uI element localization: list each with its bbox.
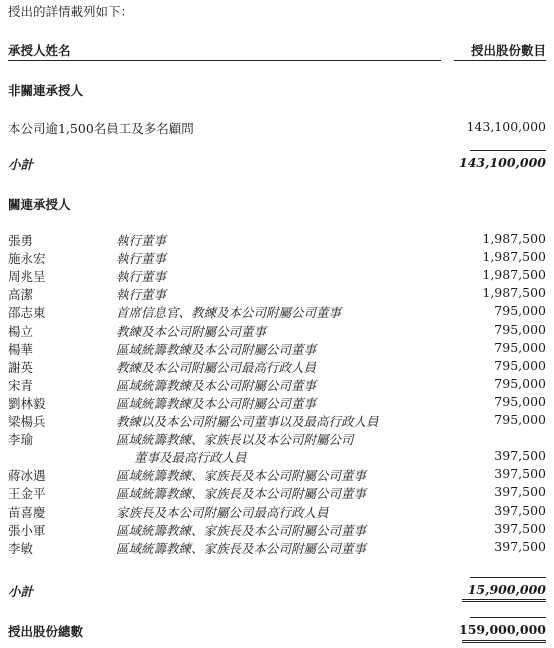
grantee-shares: 795,000 [494,303,546,319]
subtotal-double-rule [462,599,546,602]
grantee-name: 劉林毅 [8,395,46,411]
grantee-shares: 397,500 [494,538,546,554]
grantee-shares: 795,000 [494,321,546,337]
non-connected-heading: 非關連承授人 [8,83,84,98]
grantee-role: 教練以及本公司附屬公司董事以及最高行政人員 [116,414,379,429]
grantee-name: 李敏 [8,540,34,556]
subtotal-rule [470,577,546,578]
grantee-shares: 397,500 [494,448,546,464]
grantee-name: 楊立 [8,323,34,339]
grantee-role: 首席信息官、教練及本公司附屬公司董事 [116,305,342,321]
non-connected-subtotal: 143,100,000 [459,155,546,170]
grantee-shares: 1,987,500 [482,267,546,283]
connected-heading: 關連承授人 [8,197,71,212]
grantee-shares: 795,000 [494,357,546,373]
grantee-role: 區域統籌教練、家族長以及本公司附屬公司 [116,432,354,448]
grantee-name: 邵志東 [8,305,46,321]
grantee-name: 張勇 [8,233,34,248]
grantee-shares: 1,987,500 [482,249,546,265]
grantee-role-continued: 董事及最高行政人員 [134,450,247,466]
subtotal-rule [470,150,546,151]
grantee-shares: 795,000 [494,375,546,391]
grantee-name: 宋青 [8,377,34,393]
total-value: 159,000,000 [459,622,546,637]
intro-text: 授出的詳情載列如下： [8,4,134,19]
connected-subtotal-label: 小計 [8,584,34,599]
grantee-shares: 397,500 [494,502,546,518]
grantee-shares: 397,500 [494,466,546,482]
grantee-role: 執行董事 [116,233,167,248]
grantee-name: 楊華 [8,341,34,357]
grantee-shares: 795,000 [494,412,546,427]
grantee-name: 張小軍 [8,522,46,538]
connected-subtotal: 15,900,000 [467,582,546,597]
grantee-column-header: 承授人姓名 [8,43,71,58]
grantee-shares: 795,000 [494,393,546,409]
grantee-name: 謝英 [8,359,34,375]
grantee-name: 王金平 [8,486,46,502]
grantee-role: 執行董事 [116,269,167,285]
grantee-name: 蔣冰遇 [8,468,46,484]
grantee-role: 區域統籌教練、家族長及本公司附屬公司董事 [116,468,367,484]
non-connected-subtotal-label: 小計 [8,157,34,172]
grantee-name: 李瑜 [8,432,34,448]
grantee-role: 執行董事 [116,251,167,267]
grantee-shares: 1,987,500 [482,285,546,301]
grantee-name: 梁楊兵 [8,414,46,429]
grantee-role: 區域統籌教練、家族長及本公司附屬公司董事 [116,522,367,538]
grantee-role: 區域統籌教練、家族長及本公司附屬公司董事 [116,540,367,556]
grantee-shares: 397,500 [494,520,546,536]
non-connected-shares: 143,100,000 [466,119,546,134]
grantee-name: 苗喜慶 [8,504,46,520]
grantee-role: 教練及本公司附屬公司最高行政人員 [116,359,317,375]
grantee-name: 周兆呈 [8,269,46,285]
grantee-role: 區域統籌教練及本公司附屬公司董事 [116,341,317,357]
grantee-role: 區域統籌教練及本公司附屬公司董事 [116,395,317,411]
grantee-role: 區域統籌教練及本公司附屬公司董事 [116,377,317,393]
grantee-shares: 1,987,500 [482,231,546,246]
grantee-shares: 397,500 [494,484,546,500]
grantee-role: 區域統籌教練、家族長及本公司附屬公司董事 [116,486,367,502]
grantee-role: 家族長及本公司附屬公司最高行政人員 [116,504,329,520]
grantee-shares: 795,000 [494,339,546,355]
total-rule [470,617,546,618]
grantee-name: 高潔 [8,287,34,303]
shares-column-header: 授出股份數目 [470,43,546,58]
grantee-role: 執行董事 [116,287,167,303]
total-label: 授出股份總數 [8,624,84,639]
non-connected-grantee: 本公司逾1,500名員工及多名顧問 [8,121,194,136]
header-rule-left [8,60,441,61]
header-rule-right [454,60,546,61]
total-double-rule [462,640,546,643]
grantee-name: 施永宏 [8,251,46,267]
grantee-role: 教練及本公司附屬公司董事 [116,323,267,339]
